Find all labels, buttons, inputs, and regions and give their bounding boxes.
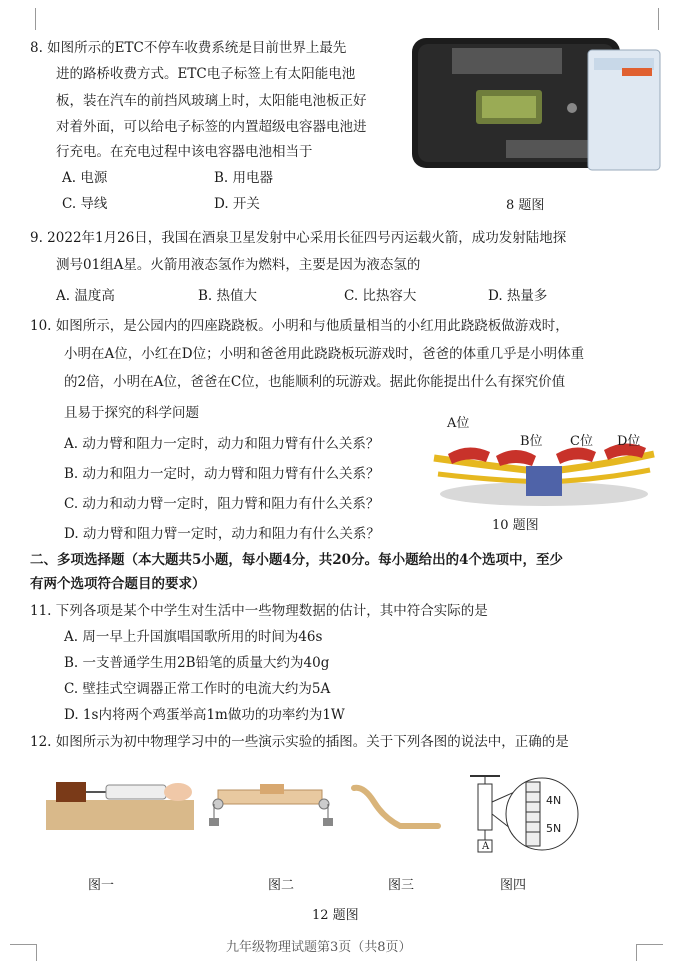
figure-3-bent-strip [352,782,442,832]
q8-line: 板，装在汽车的前挡风玻璃上时，太阳能电池板正好 [56,93,367,109]
figure-2-caption: 图二 [268,878,295,893]
figure-3-caption: 图三 [388,878,415,893]
page-footer: 九年级物理试题第3页（共8页） [226,940,412,955]
q10-option-b: B. 动力和阻力一定时，动力臂和阻力臂有什么关系？ [64,466,380,482]
q9-line: 测号01组A星。火箭用液态氢作为燃料，主要是因为液态氢的 [56,257,421,273]
q8-line: 对着外面，可以给电子标签的内置超级电容器电池进 [56,119,367,135]
section-2-line: 有两个选项符合题目的要求） [30,576,206,592]
crop-mark-top-right [658,8,659,30]
q12-stem: 12. 如图所示为初中物理学习中的一些演示实验的插图。关于下列各图的说法中，正确的是 [30,734,569,750]
q10-figure-caption: 10 题图 [492,518,539,533]
figure-4-scale-label-4n: 4N [546,794,562,807]
q8-option-c: C. 导线 [62,196,108,212]
q11-stem: 11. 下列各项是某个中学生对生活中一些物理数据的估计，其中符合实际的是 [30,603,488,619]
figure-1-caption: 图一 [88,878,115,893]
q11-option-c: C. 壁挂式空调器正常工作时的电流大约为5A [64,681,331,697]
q10-option-d: D. 动力臂和阻力臂一定时，动力和阻力有什么关系？ [64,526,380,542]
figure-4-scale-label-5n: 5N [546,822,562,835]
figure-4-weight-label: A [482,841,490,852]
q9-option-b: B. 热值大 [198,288,258,304]
q10-line: 10. 如图所示，是公园内的四座跷跷板。小明和与他质量相当的小红用此跷跷板做游戏时， [30,318,569,334]
q8-figure-caption: 8 题图 [506,198,545,213]
q8-option-d: D. 开关 [214,196,260,212]
crop-mark-bottom-left [10,944,37,961]
q8-option-b: B. 用电器 [214,170,274,186]
q11-option-d: D. 1s内将两个鸡蛋举高1m做功的功率约为1W [64,707,345,723]
q10-line: 的2倍，小明在A位，爸爸在C位，也能顺利的玩游戏。据此你能提出什么有探究价值 [64,374,566,390]
figure-1-spring-scale [46,770,196,834]
q8-line: 进的路桥收费方式。ETC电子标签上有太阳能电池 [56,66,356,82]
q11-option-a: A. 周一早上升国旗唱国歌所用的时间为46s [64,629,323,645]
q9-line: 9. 2022年1月26日，我国在酒泉卫星发射中心采用长征四号丙运载火箭，成功发射陆地探 [30,230,567,246]
q11-option-b: B. 一支普通学生用2B铅笔的质量大约为40g [64,655,330,671]
q9-option-c: C. 比热容大 [344,288,417,304]
q8-line: 行充电。在充电过程中该电容器电池相当于 [56,144,313,160]
q8-line: 8. 如图所示的ETC不停车收费系统是目前世界上最先 [30,40,347,56]
seesaw-label-b: B位 [520,434,543,449]
q8-option-a: A. 电源 [62,170,108,186]
q10-line: 小明在A位，小红在D位；小明和爸爸用此跷跷板玩游戏时，爸爸的体重几乎是小明体重 [64,346,585,362]
crop-mark-top-left [35,8,36,30]
figure-4-caption: 图四 [500,878,527,893]
crop-mark-bottom-right [636,944,663,961]
q9-option-a: A. 温度高 [56,288,115,304]
seesaw-label-c: C位 [570,434,593,449]
q10-option-a: A. 动力臂和阻力一定时，动力和阻力臂有什么关系？ [64,436,380,452]
q12-figure-caption: 12 题图 [312,908,359,923]
etc-device-figure [412,36,664,174]
seesaw-label-a: A位 [447,416,470,431]
seesaw-label-d: D位 [617,434,641,449]
q9-option-d: D. 热量多 [488,288,548,304]
figure-2-pulley-block [204,782,344,834]
q10-option-c: C. 动力和动力臂一定时，阻力臂和阻力有什么关系？ [64,496,380,512]
q10-line: 且易于探究的科学问题 [64,405,199,421]
section-2-line: 二、多项选择题（本大题共5小题，每小题4分，共20分。每小题给出的4个选项中，至少 [30,552,563,568]
